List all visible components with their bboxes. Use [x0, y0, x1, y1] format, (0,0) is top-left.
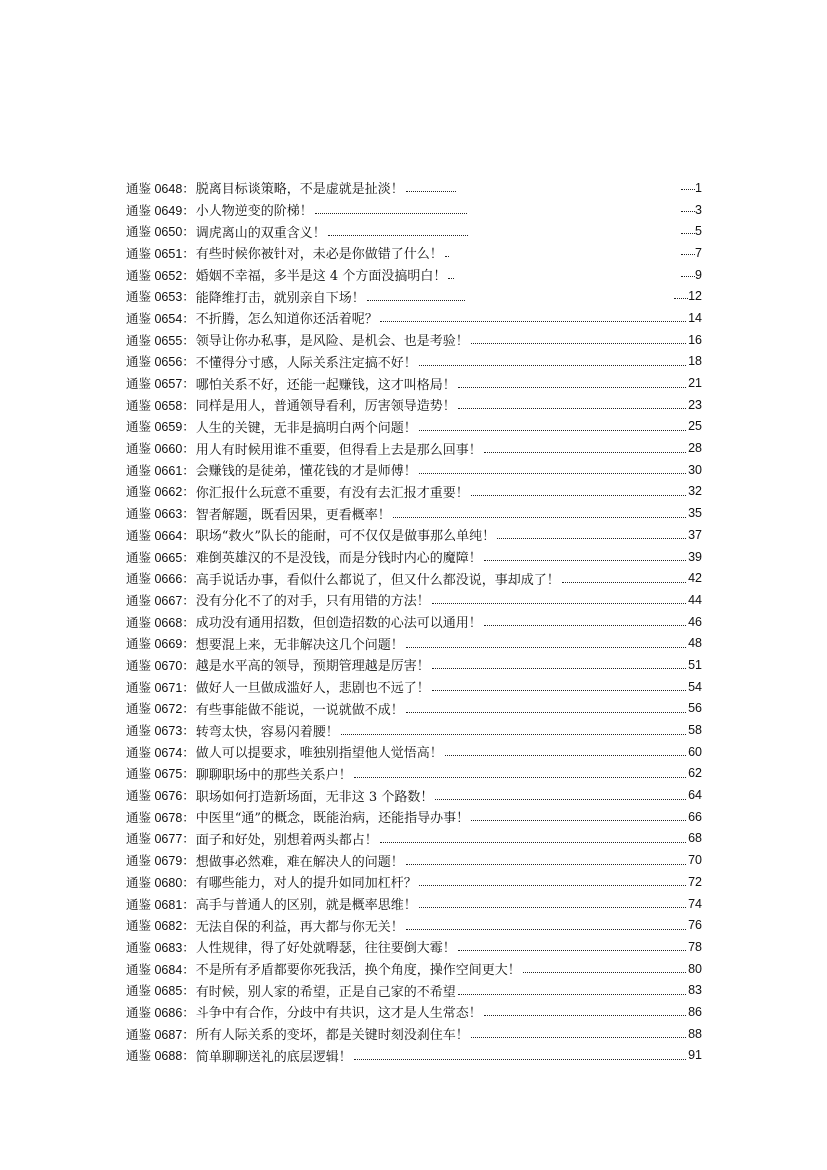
- toc-entry-number: 通鉴 0652：: [126, 268, 195, 283]
- toc-entry[interactable]: [126, 459, 702, 481]
- toc-entry[interactable]: [126, 437, 702, 459]
- toc-entry-number: 通鉴 0657：: [126, 377, 195, 392]
- toc-entry-number: 通鉴 0649：: [126, 203, 195, 218]
- toc-entry[interactable]: [126, 654, 702, 676]
- toc-entry-number: 通鉴 0658：: [126, 398, 195, 413]
- toc-entry-title: 难倒英雄汉的不是没钱，而是分钱时内心的魔障！: [195, 551, 482, 567]
- toc-entry-title: 做好人一旦做成滥好人，悲剧也不远了！: [195, 681, 430, 697]
- toc-entry-number: 通鉴 0660：: [126, 442, 195, 457]
- toc-entry-title: 领导让你办私事，是风险、是机会、也是考验！: [195, 334, 469, 350]
- toc-entry[interactable]: [126, 741, 702, 763]
- toc-entry-title: 婚姻不幸福，多半是这 4 个方面没搞明白！: [195, 269, 447, 285]
- toc-entry-title: 想要混上来，无非解决这几个问题！: [195, 637, 404, 653]
- toc-entry[interactable]: [126, 242, 702, 264]
- toc-leader-dots: [484, 1001, 686, 1016]
- toc-leader-dots: [341, 720, 686, 735]
- toc-entry-title: 职场“救火”队长的能耐，可不仅仅是做事那么单纯！: [195, 529, 496, 545]
- toc-entry-number: 通鉴 0659：: [126, 420, 195, 435]
- toc-leader-dots: [432, 676, 686, 691]
- toc-page-leader: [681, 266, 695, 277]
- toc-entry-number: 通鉴 0662：: [126, 485, 195, 500]
- toc-entry-page: 44: [688, 592, 702, 607]
- toc-entry-title: 能降维打击，就别亲自下场！: [195, 290, 365, 306]
- toc-entry[interactable]: [126, 958, 702, 980]
- toc-entry-title: 你汇报什么玩意不重要，有没有去汇报才重要！: [195, 485, 469, 501]
- toc-leader-dots: [406, 915, 686, 930]
- toc-entry-title: 人性规律，得了好处就嘚瑟，往往要倒大霉！: [195, 941, 456, 957]
- toc-entry-title: 高手与普通人的区别，就是概率思维！: [195, 898, 417, 914]
- toc-entry-number: 通鉴 0668：: [126, 615, 195, 630]
- toc-entry-number: 通鉴 0650：: [126, 225, 195, 240]
- toc-entry-page: 30: [688, 462, 702, 477]
- toc-entry-page: 62: [688, 766, 702, 781]
- toc-entry-number: 通鉴 0653：: [126, 290, 195, 305]
- toc-leader-dots: [432, 589, 686, 604]
- toc-entry-number: 通鉴 0674：: [126, 745, 195, 760]
- toc-leader-dots: [562, 568, 686, 583]
- toc-entry-page: 42: [688, 571, 702, 586]
- toc-entry-number: 通鉴 0648：: [126, 181, 195, 196]
- toc-entry[interactable]: [126, 199, 702, 221]
- toc-leader-dots: [458, 936, 686, 951]
- toc-entry-number: 通鉴 0669：: [126, 637, 195, 652]
- toc-entry[interactable]: [126, 1045, 702, 1067]
- toc-leader-dots: [458, 980, 686, 995]
- toc-entry-title: 所有人际关系的变坏，都是关键时刻没刹住车！: [195, 1028, 469, 1044]
- toc-leader-dots: [367, 286, 465, 301]
- toc-leader-dots: [471, 1023, 686, 1038]
- toc-entry-title: 无法自保的利益，再大都与你无关！: [195, 919, 404, 935]
- toc-entry-number: 通鉴 0685：: [126, 984, 195, 999]
- toc-entry[interactable]: [126, 481, 702, 503]
- toc-entry[interactable]: [126, 763, 702, 785]
- toc-entry-page: 25: [688, 419, 702, 434]
- toc-leader-dots: [471, 481, 686, 496]
- toc-entry[interactable]: [126, 632, 702, 654]
- toc-entry-page: 74: [688, 896, 702, 911]
- toc-entry[interactable]: [126, 936, 702, 958]
- toc-entry-title: 小人物逆变的阶梯！: [195, 204, 313, 220]
- toc-leader-dots: [354, 1045, 686, 1060]
- toc-entry-number: 通鉴 0680：: [126, 875, 195, 890]
- toc-entry[interactable]: [126, 502, 702, 524]
- toc-entry-page: 54: [688, 679, 702, 694]
- toc-entry-title: 高手说话办事，看似什么都说了，但又什么都没说，事却成了！: [195, 572, 560, 588]
- toc-entry-number: 通鉴 0679：: [126, 854, 195, 869]
- toc-leader-dots: [497, 524, 686, 539]
- toc-entry-number: 通鉴 0681：: [126, 897, 195, 912]
- toc-entry[interactable]: [126, 698, 702, 720]
- toc-entry-number: 通鉴 0670：: [126, 658, 195, 673]
- toc-entry[interactable]: [126, 589, 702, 611]
- toc-entry[interactable]: [126, 394, 702, 416]
- toc-entry-page: 14: [688, 310, 702, 325]
- toc-leader-dots: [380, 828, 686, 843]
- toc-entry-title: 有些事能做不能说，一说就做不成！: [195, 702, 404, 718]
- toc-leader-dots: [419, 893, 686, 908]
- toc-entry-title: 人生的关键，无非是搞明白两个问题！: [195, 420, 417, 436]
- toc-page-leader: [681, 244, 695, 255]
- toc-leader-dots: [458, 373, 686, 388]
- toc-entry-number: 通鉴 0683：: [126, 940, 195, 955]
- toc-entry-number: 通鉴 0654：: [126, 311, 195, 326]
- toc-entry-number: 通鉴 0666：: [126, 572, 195, 587]
- toc-entry-page: 76: [688, 918, 702, 933]
- toc-entry-page: 12: [688, 289, 702, 304]
- toc-leader-dots: [419, 416, 686, 431]
- toc-entry[interactable]: [126, 264, 702, 286]
- toc-entry-page: 51: [688, 657, 702, 672]
- toc-leader-dots: [523, 958, 686, 973]
- toc-entry[interactable]: [126, 914, 702, 936]
- toc-entry-number: 通鉴 0686：: [126, 1005, 195, 1020]
- toc-entry-title: 斗争中有合作，分歧中有共识，这才是人生常态！: [195, 1006, 482, 1022]
- toc-entry[interactable]: [126, 546, 702, 568]
- toc-entry-title: 哪怕关系不好，还能一起赚钱，这才叫格局！: [195, 377, 456, 393]
- toc-entry[interactable]: [126, 351, 702, 373]
- toc-entry-title: 不懂得分寸感，人际关系注定搞不好！: [195, 355, 417, 371]
- toc-page-leader: [681, 201, 695, 212]
- toc-leader-dots: [448, 264, 454, 279]
- toc-entry-page: 56: [688, 701, 702, 716]
- toc-entry-title: 有时候，别人家的希望，正是自己家的不希望: [195, 984, 456, 1000]
- toc-page-leader: [681, 179, 695, 190]
- toc-leader-dots: [393, 503, 686, 518]
- toc-entry-page: 3: [695, 202, 702, 217]
- toc-entry-number: 通鉴 0676：: [126, 789, 195, 804]
- toc-entry-title: 职场如何打造新场面，无非这 3 个路数！: [195, 789, 434, 805]
- toc-leader-dots: [419, 459, 686, 474]
- toc-leader-dots: [419, 351, 686, 366]
- toc-entry-title: 聊聊职场中的那些关系户！: [195, 767, 352, 783]
- toc-entry-page: 83: [688, 983, 702, 998]
- toc-entry-title: 同样是用人，普通领导看利，厉害领导造势！: [195, 399, 456, 415]
- toc-leader-dots: [435, 785, 686, 800]
- toc-entry-page: 9: [695, 267, 702, 282]
- toc-entry[interactable]: [126, 220, 702, 242]
- toc-entry-title: 用人有时候用谁不重要，但得看上去是那么回事！: [195, 442, 482, 458]
- toc-entry-title: 不是所有矛盾都要你死我活，换个角度，操作空间更大！: [195, 963, 521, 979]
- toc-leader-dots: [471, 806, 686, 821]
- toc-entry-page: 80: [688, 961, 702, 976]
- toc-entry-number: 通鉴 0687：: [126, 1027, 195, 1042]
- toc-entry-number: 通鉴 0673：: [126, 724, 195, 739]
- toc-entry-page: 66: [688, 809, 702, 824]
- toc-entry-title: 不折腾，怎么知道你还活着呢？: [195, 312, 378, 328]
- toc-entry-page: 16: [688, 332, 702, 347]
- toc-entry-page: 37: [688, 527, 702, 542]
- toc-entry[interactable]: [126, 806, 702, 828]
- toc-entry[interactable]: [126, 828, 702, 850]
- toc-entry-title: 会赚钱的是徒弟，懂花钱的才是师傅！: [195, 464, 417, 480]
- toc-leader-dots: [354, 763, 686, 778]
- toc-page-leader: [681, 223, 695, 234]
- toc-entry-page: 35: [688, 506, 702, 521]
- toc-entry-page: 72: [688, 874, 702, 889]
- toc-entry[interactable]: [126, 849, 702, 871]
- toc-entry-title: 越是水平高的领导，预期管理越是厉害！: [195, 659, 430, 675]
- toc-entry-number: 通鉴 0656：: [126, 355, 195, 370]
- toc-leader-dots: [406, 850, 686, 865]
- toc-entry[interactable]: [126, 1001, 702, 1023]
- toc-entry-page: 39: [688, 549, 702, 564]
- toc-page-leader: [674, 288, 688, 299]
- toc-entry-title: 智者解题，既看因果，更看概率！: [195, 507, 391, 523]
- toc-entry[interactable]: [126, 416, 702, 438]
- toc-entry-page: 58: [688, 723, 702, 738]
- toc-leader-dots: [471, 329, 686, 344]
- toc-entry-page: 23: [688, 397, 702, 412]
- toc-entry[interactable]: [126, 285, 702, 307]
- toc-leader-dots: [406, 698, 686, 713]
- toc-entry-page: 78: [688, 939, 702, 954]
- toc-entry-page: 68: [688, 831, 702, 846]
- toc-entry-title: 转弯太快，容易闪着腰！: [195, 724, 339, 740]
- toc-entry-page: 18: [688, 354, 702, 369]
- toc-entry-page: 70: [688, 853, 702, 868]
- toc-leader-dots: [419, 871, 686, 886]
- toc-entry-page: 60: [688, 744, 702, 759]
- toc-entry[interactable]: [126, 676, 702, 698]
- toc-entry-title: 有些时候你被针对，未必是你做错了什么！: [195, 247, 443, 263]
- toc-entry-page: 91: [688, 1048, 702, 1063]
- toc-entry[interactable]: [126, 307, 702, 329]
- toc-leader-dots: [432, 654, 686, 669]
- toc-entry-page: 88: [688, 1026, 702, 1041]
- toc-entry-page: 48: [688, 636, 702, 651]
- toc-entry[interactable]: [126, 329, 702, 351]
- toc-entry[interactable]: [126, 1023, 702, 1045]
- toc-entry-page: 32: [688, 484, 702, 499]
- toc-entry-title: 中医里“通”的概念，既能治病，还能指导办事！: [195, 811, 470, 827]
- toc-entry[interactable]: [126, 567, 702, 589]
- toc-entry-number: 通鉴 0682：: [126, 919, 195, 934]
- toc-entry-page: 64: [688, 788, 702, 803]
- toc-entry[interactable]: [126, 893, 702, 915]
- toc-entry-title: 调虎离山的双重含义！: [195, 225, 326, 241]
- toc-entry-title: 脱离目标谈策略，不是虚就是扯淡！: [195, 182, 404, 198]
- toc-leader-dots: [380, 307, 686, 322]
- toc-entry-title: 简单聊聊送礼的底层逻辑！: [195, 1049, 352, 1065]
- toc-leader-dots: [484, 611, 686, 626]
- table-of-contents: [126, 177, 702, 1066]
- toc-entry-number: 通鉴 0665：: [126, 550, 195, 565]
- toc-leader-dots: [406, 177, 456, 192]
- toc-entry-number: 通鉴 0688：: [126, 1049, 195, 1064]
- toc-leader-dots: [484, 546, 686, 561]
- toc-entry[interactable]: [126, 372, 702, 394]
- toc-entry-title: 做人可以提要求，唯独别指望他人觉悟高！: [195, 746, 443, 762]
- toc-entry[interactable]: [126, 719, 702, 741]
- toc-entry-page: 28: [688, 441, 702, 456]
- toc-entry-number: 通鉴 0684：: [126, 962, 195, 977]
- toc-entry[interactable]: [126, 784, 702, 806]
- toc-entry-number: 通鉴 0664：: [126, 528, 195, 543]
- toc-entry-page: 5: [695, 224, 702, 239]
- toc-entry[interactable]: [126, 524, 702, 546]
- toc-entry-number: 通鉴 0655：: [126, 333, 195, 348]
- toc-entry[interactable]: [126, 979, 702, 1001]
- toc-entry[interactable]: [126, 871, 702, 893]
- toc-entry-number: 通鉴 0661：: [126, 463, 195, 478]
- toc-entry-number: 通鉴 0675：: [126, 767, 195, 782]
- toc-leader-dots: [458, 394, 686, 409]
- toc-entry-page: 46: [688, 614, 702, 629]
- toc-entry-page: 21: [688, 376, 702, 391]
- toc-leader-dots: [406, 633, 686, 648]
- toc-entry-title: 面子和好处，别想着两头都占！: [195, 832, 378, 848]
- toc-entry-page: 86: [688, 1004, 702, 1019]
- toc-entry-title: 成功没有通用招数，但创造招数的心法可以通用！: [195, 616, 482, 632]
- toc-entry-number: 通鉴 0677：: [126, 832, 195, 847]
- toc-entry-number: 通鉴 0651：: [126, 246, 195, 261]
- toc-entry-number: 通鉴 0678：: [126, 810, 195, 825]
- toc-entry[interactable]: [126, 611, 702, 633]
- toc-entry-page: 7: [695, 245, 702, 260]
- toc-entry-number: 通鉴 0667：: [126, 593, 195, 608]
- toc-leader-dots: [315, 199, 467, 214]
- toc-entry-number: 通鉴 0663：: [126, 507, 195, 522]
- toc-leader-dots: [445, 242, 449, 257]
- toc-entry-number: 通鉴 0671：: [126, 680, 195, 695]
- toc-entry-title: 没有分化不了的对手，只有用错的方法！: [195, 594, 430, 610]
- toc-leader-dots: [484, 438, 686, 453]
- toc-entry-page: 1: [695, 180, 702, 195]
- toc-entry-title: 有哪些能力，对人的提升如同加杠杆？: [195, 876, 417, 892]
- toc-entry[interactable]: [126, 177, 702, 199]
- toc-entry-number: 通鉴 0672：: [126, 702, 195, 717]
- toc-leader-dots: [328, 221, 468, 236]
- toc-entry-title: 想做事必然难，难在解决人的问题！: [195, 854, 404, 870]
- toc-leader-dots: [445, 741, 686, 756]
